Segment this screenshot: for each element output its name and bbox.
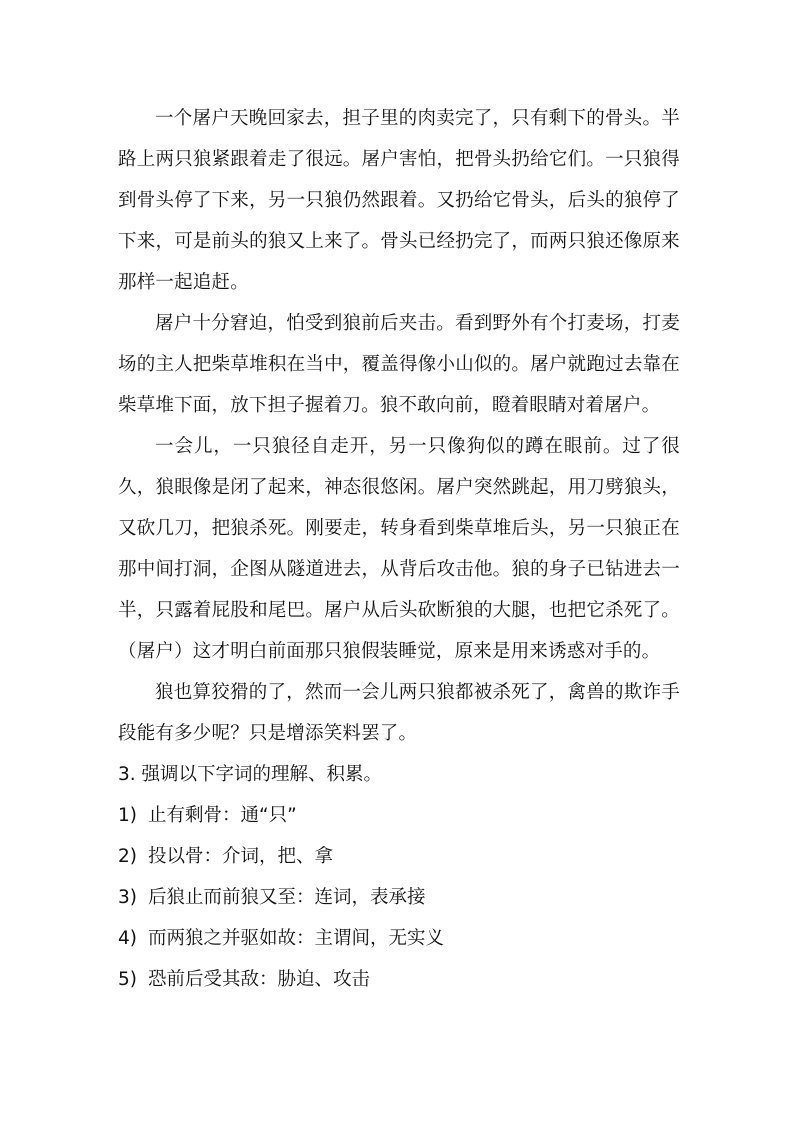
paragraph-4: 狼也算狡猾的了，然而一会儿两只狼都被杀死了，禽兽的欺诈手段能有多少呢？只是增添笑料罢了。 — [118, 682, 680, 744]
vocabulary-list — [118, 795, 680, 1000]
document-page — [118, 98, 680, 1000]
list-item-number: 4) — [118, 928, 137, 949]
list-item — [118, 795, 680, 836]
list-item-number: 5) — [118, 969, 137, 990]
list-item — [118, 836, 680, 877]
paragraph-3: 一会儿，一只狼径自走开，另一只像狗似的蹲在眼前。过了很久，狼眼像是闭了起来，神态很悠闲。屠户突然跳起，用刀劈狼头，又砍几刀，把狼杀死。刚要走，转身看到柴草堆后头，另一只狼正在那中间打洞，企图从隧道进去，从背后攻击他。狼的身子已钻进去一半，只露着屁股和尾巴。屠户从后头砍断狼的大腿，也把它杀死了。（屠户）这才明白前面那只狼假装睡觉，原来是用来诱惑对手的。 — [118, 436, 680, 662]
list-item — [118, 959, 680, 1000]
paragraph-1: 一个屠户天晚回家去，担子里的肉卖完了，只有剩下的骨头。半路上两只狼紧跟着走了很远。屠户害怕，把骨头扔给它们。一只狼得到骨头停了下来，另一只狼仍然跟着。又扔给它骨头，后头的狼停了下来，可是前头的狼又上来了。骨头已经扔完了，而两只狼还像原来那样一起追赶。 — [118, 108, 680, 293]
list-item-text: 投以骨：介词，把、拿 — [148, 846, 334, 867]
list-item — [118, 877, 680, 918]
list-item — [118, 918, 680, 959]
list-item-text: 止有剩骨：通“只” — [148, 805, 297, 826]
list-item-number: 3) — [118, 887, 137, 908]
list-item-number: 1) — [118, 805, 137, 826]
list-item-text: 恐前后受其敌：胁迫、攻击 — [148, 969, 371, 990]
section-heading: 3. 强调以下字词的理解、积累。 — [118, 764, 383, 785]
list-item-text: 后狼止而前狼又至：连词，表承接 — [148, 887, 426, 908]
list-item-text: 而两狼之并驱如故：主谓间，无实义 — [148, 928, 445, 949]
list-item-number: 2) — [118, 846, 137, 867]
paragraph-2: 屠户十分窘迫，怕受到狼前后夹击。看到野外有个打麦场，打麦场的主人把柴草堆积在当中，覆盖得像小山似的。屠户就跑过去靠在柴草堆下面，放下担子握着刀。狼不敢向前，瞪着眼睛对着屠户。 — [118, 313, 680, 416]
